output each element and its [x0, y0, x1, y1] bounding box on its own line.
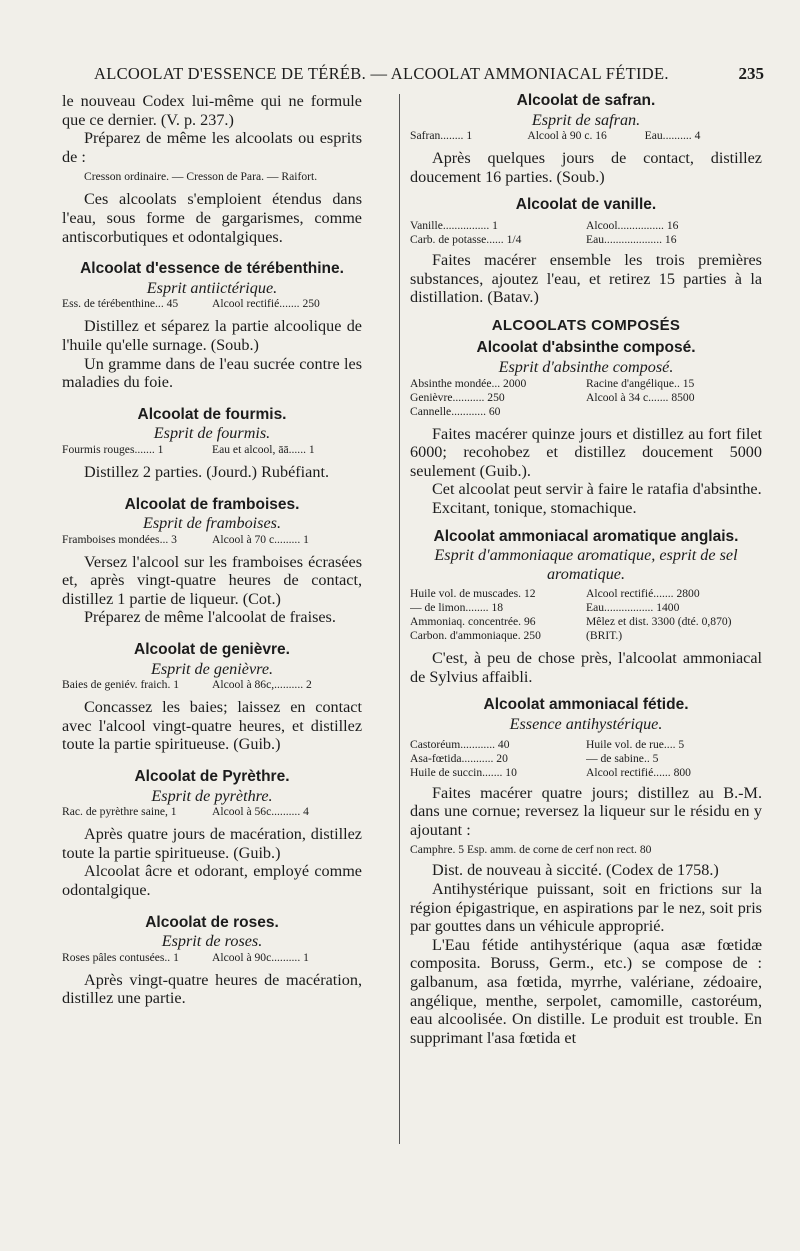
paragraph: Distillez 2 parties. (Jourd.) Rubéfiant.	[84, 462, 330, 481]
section-title: Alcoolat de fourmis.	[137, 405, 287, 423]
paragraph: Distillez et séparez la partie alcoolique de l'huile qu'elle surnage. (Soub.)	[62, 317, 362, 354]
recipe-row: Vanille................ 1 Alcool................ 16	[410, 218, 679, 232]
recipe-row: Genièvre........... 250 Alcool à 34 c....... 8500	[410, 390, 695, 404]
left-column	[62, 92, 362, 1008]
running-header	[92, 64, 770, 86]
paragraph: Préparez de même l'alcoolat de fraises.	[84, 608, 336, 627]
section-subtitle: Essence antihystérique.	[509, 715, 663, 734]
paragraph: le nouveau Codex lui-même qui ne formule que ce dernier. (V. p. 237.)	[62, 92, 362, 129]
recipe-row: — de limon........ 18 Eau................. 1400	[410, 601, 680, 615]
section-title: Alcoolat de genièvre.	[134, 641, 290, 659]
recipe-row: Baies de geniév. fraich. 1 Alcool à 86c,.......... 2	[62, 678, 312, 692]
section-subtitle: Esprit de framboises.	[142, 514, 282, 533]
section-subtitle: Esprit de pyrèthre.	[151, 786, 273, 805]
recipe-row: Carbon. d'ammoniaque. 250 (BRIT.)	[410, 629, 623, 643]
section-subtitle: Esprit de fourmis.	[153, 424, 271, 443]
recipe-row: Safran........ 1 Alcool à 90 c. 16 Eau.......... 4	[410, 129, 701, 143]
section-title: Alcoolat de vanille.	[515, 196, 657, 214]
paragraph: Cet alcoolat peut servir à faire le ratafia d'absinthe.	[432, 480, 762, 499]
section-title: Alcoolat de safran.	[516, 92, 656, 109]
recipe-row: Huile de succin....... 10 Alcool rectifié...... 800	[410, 765, 691, 779]
section-title: Alcoolat de Pyrèthre.	[134, 768, 290, 786]
paragraph: Antihystérique puissant, soit en frictions sur la région épigastrique, en aspirations par le nez, soit pris par gouttes dans un véhicule approprié.	[410, 880, 762, 936]
paragraph: Faites macérer ensemble les trois premières substances, ajoutez l'eau, et retirez 15 parties à la distillation. (Batav.)	[410, 250, 762, 307]
recipe-row: Fourmis rouges....... 1 Eau et alcool, āā...... 1	[62, 442, 315, 456]
section-subtitle: Esprit d'ammoniaque aromatique, esprit de sel aromatique.	[434, 546, 738, 583]
section-subtitle: Esprit de genièvre.	[150, 659, 274, 678]
recipe-line: Camphre. 5 Esp. amm. de corne de cerf non rect. 80	[410, 843, 652, 857]
paragraph: Après quatre jours de macération, distillez toute la partie spiritueuse. (Guib.)	[62, 825, 362, 862]
paragraph: Ces alcoolats s'emploient étendus dans l'eau, sous forme de gargarismes, comme antiscorbutiques et odontalgiques.	[62, 190, 362, 246]
paragraph: Concassez les baies; laissez en contact avec l'alcool vingt-quatre heures, et distillez toute la partie spiritueuse. (Guib.)	[62, 698, 362, 754]
paragraph: Versez l'alcool sur les framboises écrasées et, après vingt-quatre heures de contact, distillez 1 partie de liqueur. (Cot.)	[62, 552, 362, 608]
recipe-row: Rac. de pyrèthre saine, 1 Alcool à 56c.......... 4	[62, 805, 309, 819]
recipe-row: Roses pâles contusées.. 1 Alcool à 90c.......... 1	[62, 950, 309, 964]
recipe-row: Cannelle............ 60	[410, 404, 501, 418]
paragraph: Faites macérer quinze jours et distillez au fort filet 6000; recohobez et distillez doucement 5000 seulement (Guib.).	[410, 424, 762, 480]
paragraph: Préparez de même les alcoolats ou esprits de :	[62, 129, 362, 166]
running-title: ALCOOLAT D'ESSENCE DE TÉRÉB. — ALCOOLAT AMMONIACAL FÉTIDE.	[94, 64, 669, 83]
column-divider	[399, 94, 400, 1144]
recipe-row: Castoréum............ 40 Huile vol. de rue.... 5	[410, 737, 685, 751]
paragraph: Faites macérer quatre jours; distillez au B.-M. dans une cornue; reversez la liqueur sur le résidu en y ajoutant :	[410, 783, 762, 839]
paragraph: L'Eau fétide antihystérique (aqua asæ fœtidæ composita. Boruss, Germ., etc.) se compose de : galbanum, asa fœtida, myrrhe, valériane, zédoaire, angélique, menthe, serpolet, camomille, castoréum, eau alcoolisée. On distille. Le produit est trouble. En supprimant l'asa fœtida et	[410, 935, 762, 1047]
recipe-row: Ess. de térébenthine... 45 Alcool rectifié....... 250	[62, 297, 320, 311]
recipe-row: Ammoniaq. concentrée. 96 Mêlez et dist. 3300 (dté. 0,870)	[410, 615, 732, 629]
paragraph: Dist. de nouveau à siccité. (Codex de 1758.)	[432, 861, 719, 880]
section-subtitle: Esprit d'absinthe composé.	[498, 357, 674, 376]
recipe-row: Carb. de potasse...... 1/4 Eau.................... 16	[410, 232, 677, 246]
paragraph: Après vingt-quatre heures de macération, distillez une partie.	[62, 970, 362, 1008]
section-subtitle: Esprit antiictérique.	[146, 278, 278, 297]
recipe-row: Absinthe mondée... 2000 Racine d'angélique.. 15	[410, 376, 695, 390]
chapter-heading: ALCOOLATS COMPOSÉS	[491, 316, 681, 334]
section-title: Alcoolat d'absinthe composé.	[476, 339, 696, 357]
section-title: Alcoolat de roses.	[145, 913, 279, 931]
paragraph: Après quelques jours de contact, distillez doucement 16 parties. (Soub.)	[410, 149, 762, 186]
section-title: Alcoolat ammoniacal fétide.	[483, 696, 689, 714]
right-column	[410, 92, 762, 1047]
paragraph: C'est, à peu de chose près, l'alcoolat ammoniacal de Sylvius affaibli.	[410, 649, 762, 686]
section-title: Alcoolat de framboises.	[124, 495, 300, 513]
page-number: 235	[738, 64, 764, 83]
section-title: Alcoolat d'essence de térébenthine.	[80, 260, 344, 278]
paragraph: Alcoolat âcre et odorant, employé comme odontalgique.	[62, 862, 362, 899]
section-subtitle: Esprit de safran.	[531, 110, 641, 129]
paragraph: Un gramme dans de l'eau sucrée contre les maladies du foie.	[62, 354, 362, 392]
section-title: Alcoolat ammoniacal aromatique anglais.	[433, 527, 739, 545]
section-subtitle: Esprit de roses.	[161, 932, 263, 951]
recipe-row: Asa-fœtida........... 20 — de sabine.. 5	[410, 751, 659, 765]
recipe-row: Framboises mondées... 3 Alcool à 70 c......... 1	[62, 532, 309, 546]
recipe-row: Huile vol. de muscades. 12 Alcool rectifié....... 2800	[410, 587, 700, 601]
list-line: Cresson ordinaire. — Cresson de Para. — Raifort.	[84, 170, 318, 184]
paragraph: Excitant, tonique, stomachique.	[432, 498, 637, 517]
